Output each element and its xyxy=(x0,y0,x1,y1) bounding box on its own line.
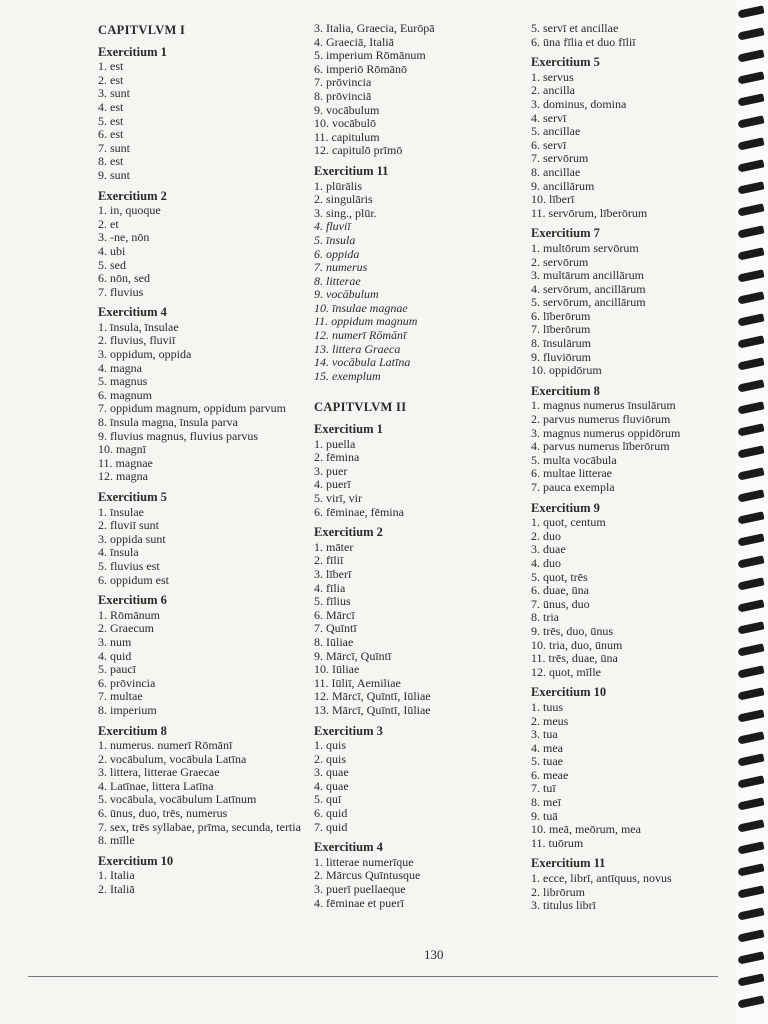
answer-item: 9. tuā xyxy=(531,808,558,823)
binding-coil xyxy=(737,5,764,18)
answer-item: 5. vocābula, vocābulum Latīnum xyxy=(98,792,257,807)
answer-item: 9. fluvius magnus, fluvius parvus xyxy=(98,428,258,443)
exercise-title: Exercitium 5 xyxy=(531,55,600,70)
answer-item: 7. tuī xyxy=(531,781,556,796)
binding-coil xyxy=(737,401,764,414)
answer-item: 1. īnsula, īnsulae xyxy=(98,319,179,334)
chapter-heading: CAPITVLVM II xyxy=(314,400,407,415)
answer-item: 8. est xyxy=(98,154,124,169)
answer-item: 10. oppidōrum xyxy=(531,363,602,378)
answer-item: 6. multae litterae xyxy=(531,466,612,481)
answer-item: 5. tuae xyxy=(531,754,563,769)
answer-item: 2. et xyxy=(98,216,119,231)
answer-item: 14. vocābula Latīna xyxy=(314,355,411,370)
answer-item: 4. est xyxy=(98,99,124,114)
answer-item: 8. meī xyxy=(531,795,561,810)
answer-item: 5. imperium Rōmānum xyxy=(314,48,426,63)
answer-item: 6. meae xyxy=(531,767,569,782)
answer-item: 7. multae xyxy=(98,689,143,704)
answer-item: 1. magnus numerus īnsulārum xyxy=(531,398,676,413)
answer-item: 7. sex, trēs syllabae, prīma, secunda, tertia xyxy=(98,819,301,834)
answer-item: 3. -ne, nōn xyxy=(98,230,150,245)
answer-item: 6. quid xyxy=(314,806,348,821)
answer-item: 7. ūnus, duo xyxy=(531,596,590,611)
answer-item: 7. servōrum xyxy=(531,151,589,166)
answer-item: 1. litterae numerīque xyxy=(314,854,414,869)
answer-item: 5. servī et ancillae xyxy=(531,21,619,35)
answer-item: 7. pauca exempla xyxy=(531,480,615,494)
answer-item: 10. līberī xyxy=(531,192,575,207)
exercise-title: Exercitium 6 xyxy=(98,593,167,608)
binding-coil xyxy=(737,445,764,458)
answer-item: 2. duo xyxy=(531,528,561,543)
answer-item: 7. līberōrum xyxy=(531,322,591,337)
binding-coil xyxy=(737,357,764,370)
answer-item: 9. Mārcī, Quīntī xyxy=(314,648,392,663)
answer-item: 4. fēminae et puerī xyxy=(314,895,404,910)
answer-item: 12. quot, mīlle xyxy=(531,664,601,679)
answer-item: 8. īnsula magna, īnsula parva xyxy=(98,415,238,430)
answer-item: 10. Iūliae xyxy=(314,662,360,677)
answer-item: 3. titulus librī xyxy=(531,898,597,913)
answer-item: 1. servus xyxy=(531,69,574,84)
answer-item: 5. fluvius est xyxy=(98,558,160,573)
binding-coil xyxy=(737,511,764,524)
answer-item: 6. ūnus, duo, trēs, numerus xyxy=(98,806,228,821)
answer-item: 3. oppidum, oppida xyxy=(98,347,192,362)
answer-item: 1. plūrālis xyxy=(314,178,362,193)
answer-item: 2. meus xyxy=(531,713,569,728)
answer-item: 2. librōrum xyxy=(531,884,585,899)
answer-item: 9. sunt xyxy=(98,167,131,182)
answer-item: 12. Mārcī, Quīntī, Iūliae xyxy=(314,689,431,704)
binding-coil xyxy=(737,159,764,172)
binding-coil xyxy=(737,995,764,1008)
column-3 xyxy=(531,22,749,913)
exercise-title: Exercitium 8 xyxy=(531,383,600,398)
answer-item: 3. līberī xyxy=(314,566,352,581)
binding-coil xyxy=(737,181,764,194)
answer-item: 4. fluviī xyxy=(314,219,351,234)
binding-coil xyxy=(737,533,764,546)
exercise-title: Exercitium 4 xyxy=(314,840,383,855)
binding-coil xyxy=(737,643,764,656)
answer-item: 9. vocābulum xyxy=(314,287,379,302)
answer-item: 2. fluvius, fluviī xyxy=(98,333,176,348)
exercise-title: Exercitium 1 xyxy=(314,422,383,437)
answer-item: 4. Latīnae, littera Latīna xyxy=(98,778,214,793)
answer-item: 10. īnsulae magnae xyxy=(314,300,408,315)
binding-coil xyxy=(737,467,764,480)
answer-item: 3. puer xyxy=(314,463,348,478)
answer-item: 10. tria, duo, ūnum xyxy=(531,637,623,652)
answer-item: 6. oppidum est xyxy=(98,572,169,587)
answer-item: 8. īnsulārum xyxy=(531,336,591,351)
answer-item: 5. quī xyxy=(314,792,342,807)
answer-item: 9. fluviōrum xyxy=(531,349,591,364)
spiral-binding xyxy=(736,0,768,1024)
answer-item: 3. oppida sunt xyxy=(98,531,166,546)
answer-item: 3. Italia, Graecia, Eurōpā xyxy=(314,21,435,35)
answer-item: 1. in, quoque xyxy=(98,203,161,218)
binding-coil xyxy=(737,27,764,40)
answer-item: 2. vocābulum, vocābula Latīna xyxy=(98,751,247,766)
binding-coil xyxy=(737,599,764,612)
binding-coil xyxy=(737,665,764,678)
answer-item: 9. trēs, duo, ūnus xyxy=(531,623,613,638)
answer-item: 6. duae, ūna xyxy=(531,583,589,598)
answer-item: 4. magna xyxy=(98,360,142,375)
answer-item: 4. duo xyxy=(531,555,561,570)
binding-coil xyxy=(737,225,764,238)
answer-item: 8. litterae xyxy=(314,273,361,288)
exercise-title: Exercitium 7 xyxy=(531,226,600,241)
answer-item: 4. parvus numerus līberōrum xyxy=(531,439,670,454)
column-1 xyxy=(98,22,316,897)
answer-item: 3. tua xyxy=(531,727,558,742)
answer-item: 6. fēminae, fēmina xyxy=(314,504,404,519)
answer-item: 2. fluviī sunt xyxy=(98,518,160,533)
answer-item: 5. est xyxy=(98,113,124,128)
answer-item: 5. fīlius xyxy=(314,594,351,609)
binding-coil xyxy=(737,489,764,502)
answer-item: 15. exemplum xyxy=(314,368,381,383)
answer-item: 6. Mārcī xyxy=(314,607,355,622)
answer-item: 5. multa vocābula xyxy=(531,452,617,467)
exercise-title: Exercitium 2 xyxy=(98,188,167,203)
answer-item: 4. servī xyxy=(531,110,567,125)
answer-item: 7. numerus xyxy=(314,260,368,275)
answer-item: 3. num xyxy=(98,634,132,649)
exercise-title: Exercitium 11 xyxy=(314,163,389,178)
answer-item: 9. ancillārum xyxy=(531,178,595,193)
chapter-heading: CAPITVLVM I xyxy=(98,23,186,37)
answer-item: 2. fēmina xyxy=(314,450,360,465)
answer-item: 1. est xyxy=(98,59,124,74)
exercise-title: Exercitium 11 xyxy=(531,856,606,871)
binding-coil xyxy=(737,709,764,722)
answer-item: 7. oppidum magnum, oppidum parvum xyxy=(98,401,286,416)
answer-item: 3. quae xyxy=(314,765,349,780)
exercise-title: Exercitium 9 xyxy=(531,500,600,515)
answer-item: 5. paucī xyxy=(98,662,136,677)
binding-coil xyxy=(737,291,764,304)
answer-item: 6. līberōrum xyxy=(531,308,591,323)
answer-item: 5. īnsula xyxy=(314,232,356,247)
answer-item: 2. Italiā xyxy=(98,882,135,897)
answer-item: 4. Graeciā, Italiā xyxy=(314,34,394,49)
binding-coil xyxy=(737,555,764,568)
answer-item: 6. ūna fīlia et duo fīliī xyxy=(531,34,636,49)
binding-coil xyxy=(737,753,764,766)
binding-coil xyxy=(737,313,764,326)
answer-item: 8. prōvinciā xyxy=(314,88,372,103)
answer-item: 5. sed xyxy=(98,257,126,272)
binding-coil xyxy=(737,379,764,392)
binding-coil xyxy=(737,115,764,128)
binding-coil xyxy=(737,71,764,84)
binding-coil xyxy=(737,247,764,260)
answer-item: 4. quae xyxy=(314,778,349,793)
answer-item: 1. numerus. numerī Rōmānī xyxy=(98,738,233,753)
binding-coil xyxy=(737,423,764,436)
answer-item: 1. puella xyxy=(314,436,356,451)
answer-item: 3. multārum ancillārum xyxy=(531,268,644,283)
answer-item: 12. capitulō prīmō xyxy=(314,143,403,158)
binding-coil xyxy=(737,973,764,986)
answer-item: 8. imperium xyxy=(98,702,157,717)
answer-item: 2. fīliī xyxy=(314,553,344,568)
exercise-title: Exercitium 10 xyxy=(531,685,607,700)
answer-item: 6. nōn, sed xyxy=(98,271,150,286)
answer-item: 11. tuōrum xyxy=(531,835,584,850)
answer-item: 1. tuus xyxy=(531,699,564,714)
binding-coil xyxy=(737,731,764,744)
answer-item: 6. imperiō Rōmānō xyxy=(314,61,407,76)
answer-item: 5. servōrum, ancillārum xyxy=(531,295,646,310)
answer-item: 10. vocābulō xyxy=(314,116,376,131)
binding-coil xyxy=(737,137,764,150)
answer-item: 6. oppida xyxy=(314,246,360,261)
answer-item: 5. virī, vir xyxy=(314,491,362,505)
answer-item: 3. sing., plūr. xyxy=(314,205,377,220)
column-2 xyxy=(314,22,532,910)
answer-item: 11. Iūliī, Aemiliae xyxy=(314,675,401,690)
binding-coil xyxy=(737,49,764,62)
binding-coil xyxy=(737,577,764,590)
answer-item: 11. servōrum, līberōrum xyxy=(531,205,648,220)
exercise-title: Exercitium 5 xyxy=(98,490,167,504)
answer-item: 6. est xyxy=(98,127,124,142)
binding-coil xyxy=(737,907,764,920)
binding-coil xyxy=(737,687,764,700)
answer-item: 4. fīlia xyxy=(314,580,346,595)
answer-item: 13. littera Graeca xyxy=(314,341,401,356)
answer-item: 5. ancillae xyxy=(531,124,581,139)
answer-item: 2. singulāris xyxy=(314,192,373,207)
binding-coil xyxy=(737,269,764,282)
exercise-title: Exercitium 4 xyxy=(98,305,167,320)
answer-item: 4. quid xyxy=(98,648,132,663)
answer-item: 8. Iūliae xyxy=(314,634,354,649)
answer-item: 7. quid xyxy=(314,819,348,834)
answer-item: 7. fluvius xyxy=(98,284,144,299)
answer-item: 2. Mārcus Quīntusque xyxy=(314,868,421,883)
answer-item: 5. magnus xyxy=(98,374,148,389)
answer-item: 6. servī xyxy=(531,137,567,152)
exercise-title: Exercitium 2 xyxy=(314,525,383,540)
answer-item: 4. īnsula xyxy=(98,545,139,560)
answer-item: 7. prōvincia xyxy=(314,75,372,90)
binding-coil xyxy=(737,863,764,876)
answer-item: 2. Graecum xyxy=(98,621,154,636)
answer-item: 3. magnus numerus oppidōrum xyxy=(531,425,681,440)
exercise-title: Exercitium 3 xyxy=(314,723,383,738)
answer-item: 12. magna xyxy=(98,469,148,484)
answer-item: 7. sunt xyxy=(98,140,131,155)
answer-item: 7. Quīntī xyxy=(314,621,357,636)
answer-item: 2. est xyxy=(98,72,124,87)
binding-coil xyxy=(737,203,764,216)
binding-coil xyxy=(737,797,764,810)
answer-item: 11. capitulum xyxy=(314,129,380,144)
binding-coil xyxy=(737,819,764,832)
answer-item: 1. īnsulae xyxy=(98,504,144,519)
answer-item: 3. sunt xyxy=(98,86,131,101)
answer-item: 3. duae xyxy=(531,542,566,557)
answer-item: 1. māter xyxy=(314,539,354,554)
answer-item: 1. quis xyxy=(314,738,347,753)
answer-item: 11. magnae xyxy=(98,455,153,470)
answer-item: 2. quis xyxy=(314,751,347,766)
binding-coil xyxy=(737,335,764,348)
binding-coil xyxy=(737,621,764,634)
answer-item: 8. ancillae xyxy=(531,164,581,179)
answer-item: 1. multōrum servōrum xyxy=(531,240,639,255)
answer-item: 11. oppidum magnum xyxy=(314,314,418,329)
binding-coil xyxy=(737,929,764,942)
answer-item: 12. numerī Rōmānī xyxy=(314,328,407,343)
answer-item: 8. mīlle xyxy=(98,833,135,848)
answer-item: 3. puerī puellaeque xyxy=(314,882,406,897)
answer-item: 2. servōrum xyxy=(531,254,589,269)
answer-item: 6. prōvincia xyxy=(98,675,156,690)
exercise-title: Exercitium 1 xyxy=(98,44,167,59)
answer-item: 4. servōrum, ancillārum xyxy=(531,281,646,296)
answer-item: 6. magnum xyxy=(98,387,152,402)
answer-item: 2. ancilla xyxy=(531,83,575,98)
answer-item: 5. quot, trēs xyxy=(531,569,588,584)
answer-item: 4. ubi xyxy=(98,243,126,258)
answer-item: 3. dominus, domina xyxy=(531,96,627,111)
binding-coil xyxy=(737,951,764,964)
exercise-title: Exercitium 8 xyxy=(98,723,167,738)
answer-item: 10. magnī xyxy=(98,442,146,457)
answer-item: 1. Italia xyxy=(98,868,135,883)
answer-item: 13. Mārcī, Quīntī, Iūliae xyxy=(314,702,431,717)
page-number: 130 xyxy=(424,947,444,962)
footer-rule xyxy=(28,976,718,977)
binding-coil xyxy=(737,775,764,788)
answer-item: 4. puerī xyxy=(314,477,351,492)
answer-item: 3. littera, litterae Graecae xyxy=(98,765,220,780)
answer-item: 2. parvus numerus fluviōrum xyxy=(531,412,671,427)
exercise-title: Exercitium 10 xyxy=(98,853,174,868)
answer-item: 10. meā, meōrum, mea xyxy=(531,822,641,837)
answer-item: 11. trēs, duae, ūna xyxy=(531,651,618,666)
answer-item: 4. mea xyxy=(531,740,563,755)
answer-item: 1. quot, centum xyxy=(531,515,606,530)
binding-coil xyxy=(737,93,764,106)
answer-item: 1. ecce, librī, antīquus, novus xyxy=(531,871,672,886)
answer-item: 1. Rōmānum xyxy=(98,607,160,622)
answer-item: 8. tria xyxy=(531,610,559,625)
binding-coil xyxy=(737,885,764,898)
answer-item: 9. vocābulum xyxy=(314,102,380,117)
binding-coil xyxy=(737,841,764,854)
